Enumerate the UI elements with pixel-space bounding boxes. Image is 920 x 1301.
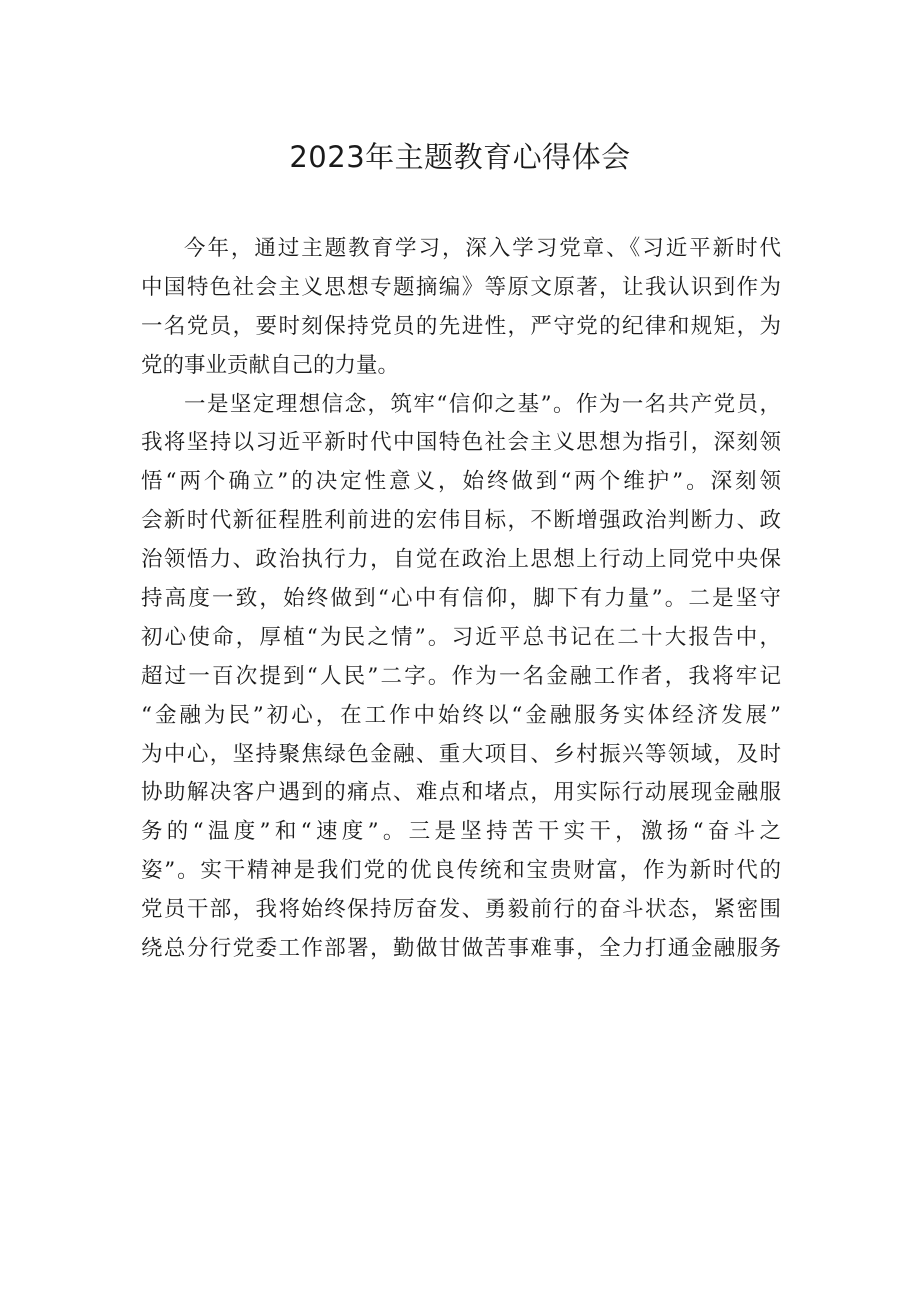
paragraph-2-line-8: 超过一百次提到“人民”二字。作为一名金融工作者，我将牢记 [141, 663, 781, 689]
paragraph-2-line-5: 治领悟力、政治执行力，自觉在政治上思想上行动上同党中央保 [141, 547, 781, 573]
paragraph-2-line-9: “金融为民”初心，在工作中始终以“金融服务实体经济发展” [141, 702, 781, 728]
paragraph-2-line-15: 绕总分行党委工作部署，勤做甘做苦事难事，全力打通金融服务 [141, 936, 781, 962]
paragraph-2-line-7: 初心使命，厚植“为民之情”。习近平总书记在二十大报告中， [141, 624, 781, 650]
paragraph-2-line-1: 一是坚定理想信念，筑牢“信仰之基”。作为一名共产党员， [184, 391, 781, 417]
document-title: 2023年主题教育心得体会 [289, 140, 631, 174]
paragraph-2-line-12: 务的“温度”和“速度”。三是坚持苦干实干，激扬“奋斗之 [141, 819, 781, 845]
paragraph-2-line-13: 姿”。实干精神是我们党的优良传统和宝贵财富，作为新时代的 [141, 858, 781, 884]
paragraph-2-line-4: 会新时代新征程胜利前进的宏伟目标，不断增强政治判断力、政 [141, 508, 781, 534]
document-body [141, 230, 781, 969]
paragraph-1-line-4: 党的事业贡献自己的力量。 [141, 352, 400, 378]
paragraph-2-line-2: 我将坚持以习近平新时代中国特色社会主义思想为指引，深刻领 [141, 430, 781, 456]
paragraph-1-line-1: 今年，通过主题教育学习，深入学习党章、《习近平新时代 [184, 236, 781, 261]
paragraph-2-line-3: 悟“两个确立”的决定性意义，始终做到“两个维护”。深刻领 [141, 469, 781, 495]
paragraph-1-line-3: 一名党员，要时刻保持党员的先进性，严守党的纪律和规矩，为 [141, 313, 781, 339]
paragraph-2-line-14: 党员干部，我将始终保持厉奋发、勇毅前行的奋斗状态，紧密围 [141, 897, 781, 923]
paragraph-2-line-10: 为中心，坚持聚焦绿色金融、重大项目、乡村振兴等领域，及时 [141, 741, 781, 767]
paragraph-1-line-2: 中国特色社会主义思想专题摘编》等原文原著，让我认识到作为 [141, 274, 781, 300]
paragraph-2-line-6: 持高度一致，始终做到“心中有信仰，脚下有力量”。二是坚守 [141, 586, 781, 612]
paragraph-2-line-11: 协助解决客户遇到的痛点、难点和堵点，用实际行动展现金融服 [141, 780, 781, 806]
